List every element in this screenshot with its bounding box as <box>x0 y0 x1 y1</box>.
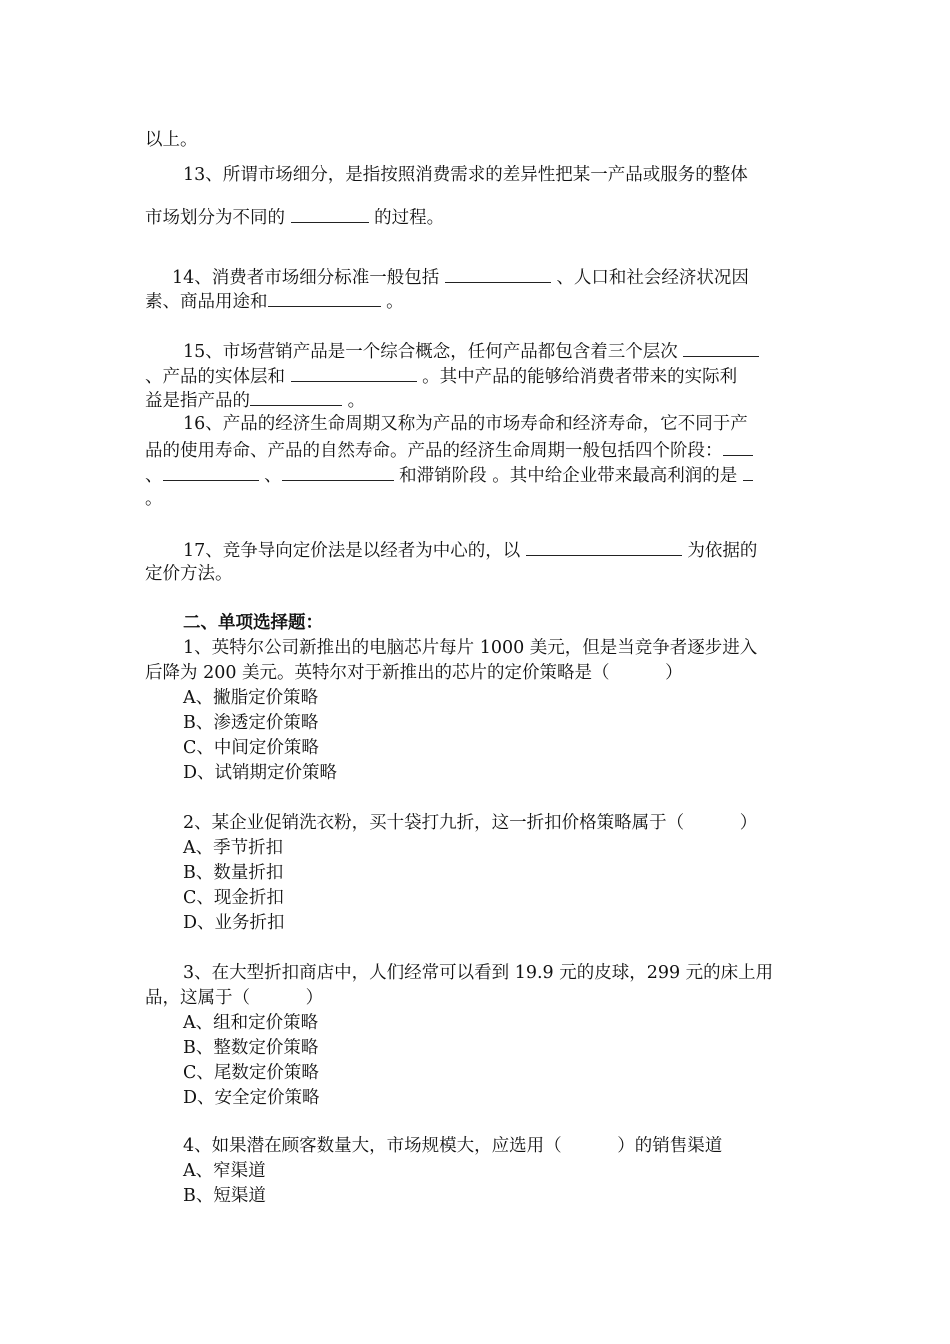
mc-q3-option-b: B、整数定价策略 <box>183 1038 319 1058</box>
q16-blank-1 <box>723 437 753 456</box>
q14-line2 <box>145 288 404 315</box>
q17-line1 <box>183 537 757 564</box>
q16-blank-3 <box>282 462 394 481</box>
q16-blank-4 <box>743 462 753 481</box>
continuation-text: 以上。 <box>145 130 198 150</box>
q16-text-b: 、 <box>145 466 163 486</box>
section-heading: 二、单项选择题： <box>183 613 323 633</box>
q16-text-d: 和滞销阶段 。其中给企业带来最高利润的是 <box>393 466 743 486</box>
mc-q3-option-d: D、安全定价策略 <box>183 1088 320 1108</box>
mc-q1-line1: 1、英特尔公司新推出的电脑芯片每片 1000 美元，但是当竞争者逐步进入 <box>183 638 758 658</box>
q13-blank <box>291 204 369 223</box>
q16-line2 <box>145 437 753 464</box>
q15-text-d: 益是指产品的 <box>145 391 250 411</box>
q16-text-c: 、 <box>258 466 282 486</box>
mc-q1-option-a: A、撇脂定价策略 <box>183 688 319 708</box>
q15-blank-3 <box>250 387 342 406</box>
q14-line1 <box>172 264 749 291</box>
mc-q4-option-a: A、窄渠道 <box>183 1161 266 1181</box>
q15-line2 <box>145 363 737 390</box>
q15-text-e: 。 <box>342 391 366 411</box>
mc-q2-option-c: C、现金折扣 <box>183 888 284 908</box>
q14-text-a: 14、消费者市场细分标准一般包括 <box>172 268 445 288</box>
q15-text-c: 。其中产品的能够给消费者带来的实际利 <box>416 367 738 387</box>
mc-q4-option-b: B、短渠道 <box>183 1186 266 1206</box>
q17-text-a: 17、竞争导向定价法是以经者为中心的，以 <box>183 541 526 561</box>
mc-q1-option-b: B、渗透定价策略 <box>183 713 319 733</box>
mc-q3-line1: 3、在大型折扣商店中，人们经常可以看到 19.9 元的皮球，299 元的床上用 <box>183 963 774 983</box>
q16-line1: 16、产品的经济生命周期又称为产品的市场寿命和经济寿命，它不同于产 <box>183 414 748 434</box>
q15-blank-2 <box>291 363 417 382</box>
mc-q4-line1: 4、如果潜在顾客数量大，市场规模大，应选用（ ）的销售渠道 <box>183 1136 723 1156</box>
q13-line1: 13、所谓市场细分，是指按照消费需求的差异性把某一产品或服务的整体 <box>183 165 748 185</box>
q14-text-d: 。 <box>380 292 404 312</box>
q14-text-b: 、人口和社会经济状况因 <box>550 268 749 288</box>
mc-q1-option-d: D、试销期定价策略 <box>183 763 338 783</box>
q15-line1 <box>183 338 759 365</box>
q15-blank-1 <box>683 338 759 357</box>
mc-q3-option-a: A、组和定价策略 <box>183 1013 319 1033</box>
q14-blank-1 <box>445 264 551 283</box>
q17-line2: 定价方法。 <box>145 564 233 584</box>
q16-line4: 。 <box>145 489 163 509</box>
q16-text-a: 品的使用寿命、产品的自然寿命。产品的经济生命周期一般包括四个阶段： <box>145 441 723 461</box>
mc-q1-line2: 后降为 200 美元。英特尔对于新推出的芯片的定价策略是（ ） <box>145 663 683 683</box>
mc-q3-line2: 品，这属于（ ） <box>145 988 324 1008</box>
q16-blank-2 <box>163 462 259 481</box>
q13-text-b: 的过程。 <box>368 208 445 228</box>
q14-text-c: 素、商品用途和 <box>145 292 268 312</box>
mc-q2-option-b: B、数量折扣 <box>183 863 284 883</box>
q15-text-a: 15、市场营销产品是一个综合概念，任何产品都包含着三个层次 <box>183 342 684 362</box>
q15-text-b: 、产品的实体层和 <box>145 367 291 387</box>
q14-blank-2 <box>268 288 381 307</box>
mc-q2-line1: 2、某企业促销洗衣粉，买十袋打九折，这一折扣价格策略属于（ ） <box>183 813 758 833</box>
mc-q2-option-d: D、业务折扣 <box>183 913 285 933</box>
mc-q2-option-a: A、季节折扣 <box>183 838 284 858</box>
mc-q3-option-c: C、尾数定价策略 <box>183 1063 319 1083</box>
q17-blank <box>526 537 682 556</box>
mc-q1-option-c: C、中间定价策略 <box>183 738 319 758</box>
q16-line3 <box>145 462 753 489</box>
q13-text-a: 市场划分为不同的 <box>145 208 291 228</box>
q15-line3 <box>145 387 365 414</box>
q13-line2 <box>145 204 444 231</box>
q17-text-b: 为依据的 <box>681 541 758 561</box>
